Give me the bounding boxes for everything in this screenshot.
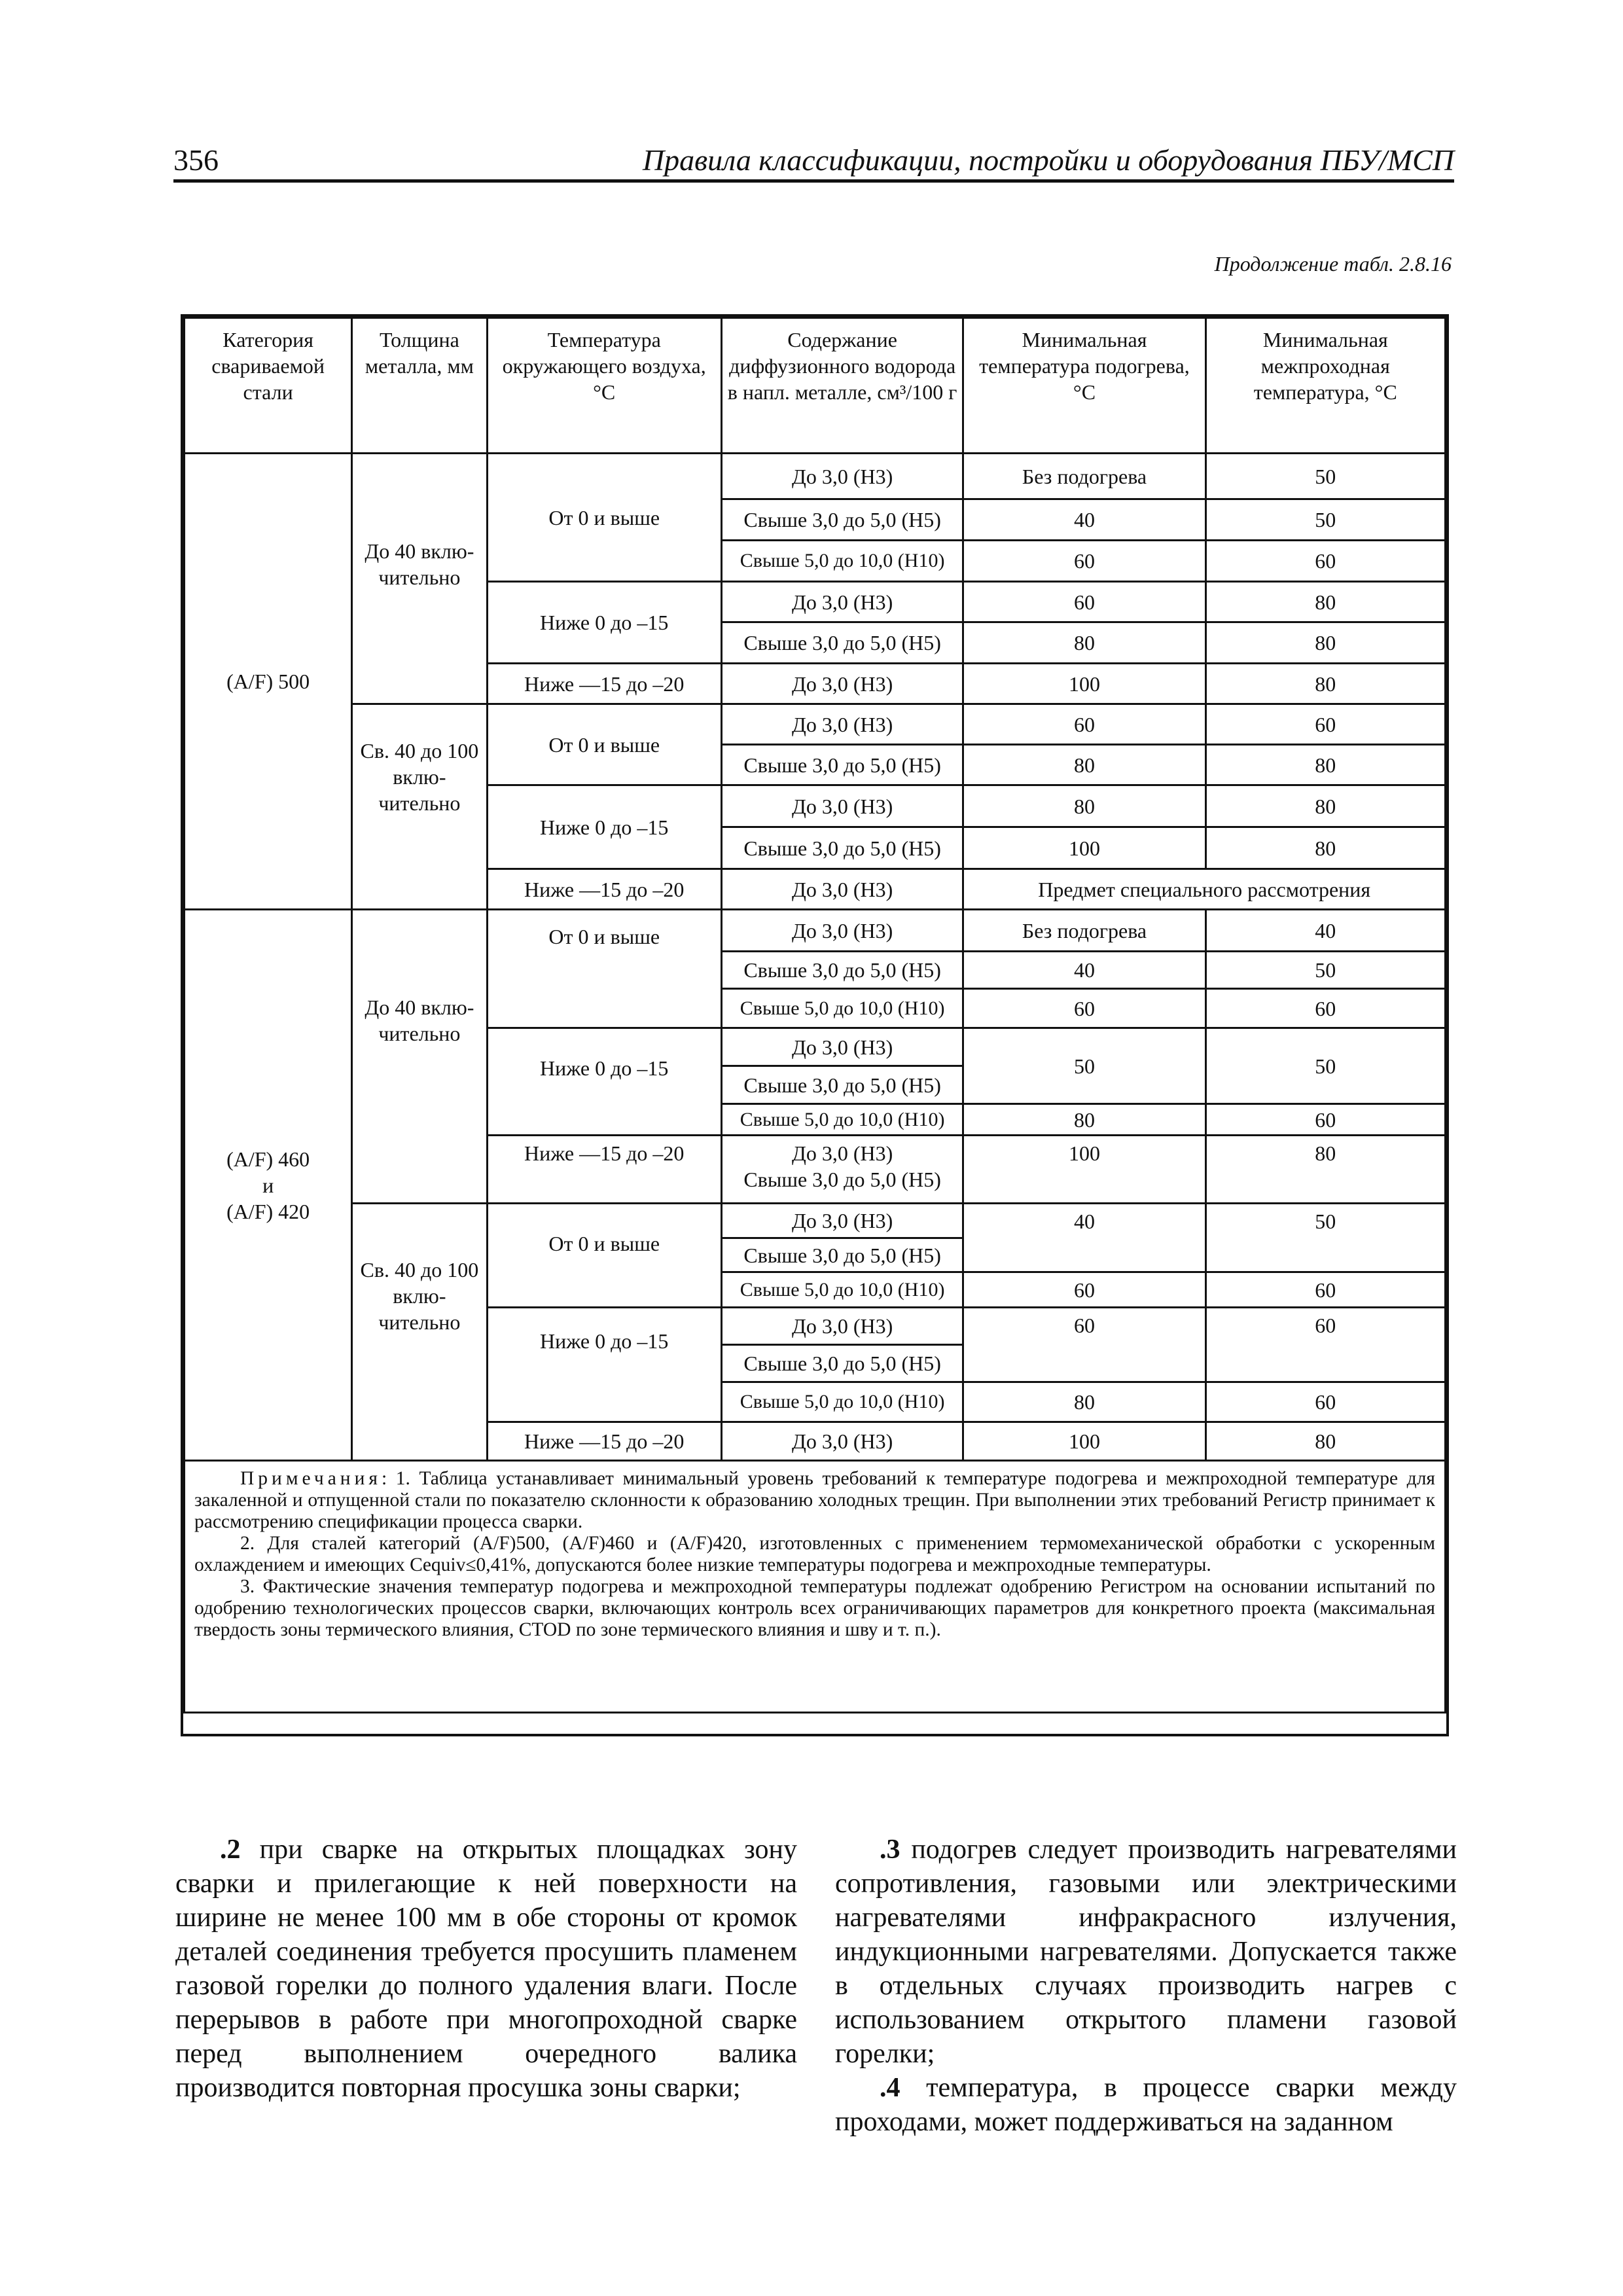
interpass-cell: 80 xyxy=(1205,664,1445,704)
thickness-cell: Св. 40 до 100 вклю-чительно xyxy=(352,704,487,910)
hydrogen-cell: До 3,0 (Н3) xyxy=(721,1204,963,1238)
preheat-cell: 40 xyxy=(963,1204,1205,1272)
preheat-cell: 80 xyxy=(963,785,1205,827)
interpass-cell: 80 xyxy=(1205,1136,1445,1204)
hydrogen-cell: До 3,0 (Н3) xyxy=(721,785,963,827)
preheat-cell: Без подогрева xyxy=(963,454,1205,499)
preheat-cell: 50 xyxy=(963,1028,1205,1104)
paragraph-4-text: температура, в процессе сварки между проходами, может поддерживаться на заданном xyxy=(835,2073,1457,2137)
interpass-cell: 40 xyxy=(1205,910,1445,952)
table-row xyxy=(185,454,1446,499)
paragraph-2 xyxy=(175,1833,797,2105)
interpass-cell: 80 xyxy=(1205,827,1445,869)
page-header xyxy=(173,143,1454,183)
table-notes xyxy=(185,1461,1446,1713)
body-column-right xyxy=(835,1833,1457,2139)
preheat-cell: 40 xyxy=(963,952,1205,989)
ambient-temp-cell: Ниже —15 до –20 xyxy=(487,1136,721,1204)
preheat-table xyxy=(181,314,1449,1736)
paragraph-3-text: подогрев следует производить нагревателями сопротивления, газовыми или электрическими нагревателями инфракрасного излучения, индукционными нагревателями. Допускается также в отдельных случаях производить нагрев с использованием открытого пламени газовой горелки; xyxy=(835,1835,1457,2069)
hydrogen-cell: Свыше 3,0 до 5,0 (Н5) xyxy=(721,827,963,869)
ambient-temp-cell: Ниже 0 до –15 xyxy=(487,785,721,869)
ambient-temp-cell: От 0 и выше xyxy=(487,910,721,1028)
category-420: (A/F) 420 xyxy=(226,1199,310,1223)
ambient-temp-cell: От 0 и выше xyxy=(487,1204,721,1308)
hydrogen-cell: До 3,0 (Н3) xyxy=(721,910,963,952)
hydrogen-cell: Свыше 3,0 до 5,0 (Н5) xyxy=(721,1066,963,1104)
category-460: (A/F) 460 xyxy=(226,1147,310,1171)
category-and: и xyxy=(262,1173,274,1197)
preheat-cell: 60 xyxy=(963,989,1205,1028)
hydrogen-cell: Свыше 5,0 до 10,0 (Н10) xyxy=(721,1104,963,1136)
thickness-cell: До 40 вклю-чительно xyxy=(352,910,487,1204)
hydrogen-cell: До 3,0 (Н3) xyxy=(721,454,963,499)
preheat-cell: 40 xyxy=(963,499,1205,541)
ambient-temp-cell: От 0 и выше xyxy=(487,454,721,582)
column-header: Содержание диффузионного водорода в напл. металле, см³/100 г xyxy=(721,318,963,454)
preheat-cell: 80 xyxy=(963,1104,1205,1136)
hydrogen-cell: Свыше 3,0 до 5,0 (Н5) xyxy=(721,622,963,664)
note-1 xyxy=(194,1468,1435,1533)
interpass-cell: 60 xyxy=(1205,1104,1445,1136)
interpass-cell: 50 xyxy=(1205,1028,1445,1104)
hydrogen-cell xyxy=(721,1136,963,1204)
hydrogen-cell: Свыше 5,0 до 10,0 (Н10) xyxy=(721,1382,963,1422)
preheat-cell: 60 xyxy=(963,541,1205,582)
preheat-cell: 100 xyxy=(963,827,1205,869)
ambient-temp-cell: От 0 и выше xyxy=(487,704,721,785)
hydrogen-cell: До 3,0 (Н3) xyxy=(721,664,963,704)
body-column-left xyxy=(175,1833,797,2105)
ambient-temp-cell: Ниже —15 до –20 xyxy=(487,869,721,910)
interpass-cell: 80 xyxy=(1205,745,1445,785)
paragraph-2-number: .2 xyxy=(220,1835,241,1865)
note-1-text: : 1. Таблица устанавливает минимальный уровень требований к температуре подогрева и межпроходной температуре для закаленной и отпущенной стали по показателю склонности к образованию холодных трещин. При выполнении этих требований Регистр принимает к рассмотрению спецификации процесса сварки. xyxy=(194,1468,1435,1532)
interpass-cell: 50 xyxy=(1205,454,1445,499)
paragraph-2-text: при сварке на открытых площадках зону сварки и прилегающие к ней поверхности на ширине не менее 100 мм в обе стороны от кромок деталей соединения требуется просушить пламенем газовой горелки до полного удаления влаги. После перерывов в работе при многопроходной сварке перед выполнением очередного валика производится повторная просушка зоны сварки; xyxy=(175,1835,797,2103)
hydrogen-cell: Свыше 3,0 до 5,0 (Н5) xyxy=(721,499,963,541)
table-row xyxy=(185,704,1446,745)
column-header: Минимальная температура подогрева, °С xyxy=(963,318,1205,454)
hydrogen-value: До 3,0 (Н3) xyxy=(791,1141,893,1165)
hydrogen-cell: До 3,0 (Н3) xyxy=(721,582,963,622)
running-title: Правила классификации, постройки и оборудования ПБУ/МСП xyxy=(642,143,1454,177)
hydrogen-cell: Свыше 5,0 до 10,0 (Н10) xyxy=(721,1272,963,1308)
paragraph-3-number: .3 xyxy=(880,1835,901,1865)
paragraph-4 xyxy=(835,2071,1457,2139)
hydrogen-cell: Свыше 3,0 до 5,0 (Н5) xyxy=(721,952,963,989)
interpass-cell: 60 xyxy=(1205,1272,1445,1308)
interpass-cell: 80 xyxy=(1205,582,1445,622)
preheat-cell: Без подогрева xyxy=(963,910,1205,952)
hydrogen-cell: Свыше 5,0 до 10,0 (Н10) xyxy=(721,989,963,1028)
column-header: Минимальная межпроходная температура, °С xyxy=(1205,318,1445,454)
interpass-cell: 50 xyxy=(1205,1204,1445,1272)
table-row xyxy=(185,1204,1446,1238)
interpass-cell: 50 xyxy=(1205,952,1445,989)
ambient-temp-cell: Ниже —15 до –20 xyxy=(487,664,721,704)
column-header: Толщина металла, мм xyxy=(352,318,487,454)
ambient-temp-cell: Ниже 0 до –15 xyxy=(487,582,721,664)
hydrogen-cell: Свыше 3,0 до 5,0 (Н5) xyxy=(721,1238,963,1272)
note-3: 3. Фактические значения температур подогрева и межпроходной температуры подлежат одобрению Регистром на основании испытаний по одобрению технологических процессов сварки, включающих контроль всех ограничивающих параметров для конкретного проекта (максимальная твердость зоны термического влияния, CTOD по зоне термического влияния и шву и т. п.). xyxy=(194,1576,1435,1640)
thickness-cell: До 40 вклю-чительно xyxy=(352,454,487,704)
preheat-cell: 60 xyxy=(963,582,1205,622)
hydrogen-cell: До 3,0 (Н3) xyxy=(721,1028,963,1066)
preheat-cell: 80 xyxy=(963,1382,1205,1422)
preheat-cell: 60 xyxy=(963,1308,1205,1382)
interpass-cell: 80 xyxy=(1205,785,1445,827)
interpass-cell: 50 xyxy=(1205,499,1445,541)
column-header: Температура окружающего воздуха, °С xyxy=(487,318,721,454)
interpass-cell: 80 xyxy=(1205,622,1445,664)
preheat-cell: 100 xyxy=(963,1422,1205,1461)
ambient-temp-cell: Ниже 0 до –15 xyxy=(487,1308,721,1422)
interpass-cell: 60 xyxy=(1205,1382,1445,1422)
hydrogen-cell: Свыше 5,0 до 10,0 (Н10) xyxy=(721,541,963,582)
page-number: 356 xyxy=(173,143,219,177)
ambient-temp-cell: Ниже 0 до –15 xyxy=(487,1028,721,1136)
interpass-cell: 60 xyxy=(1205,541,1445,582)
table-continuation-label: Продолжение табл. 2.8.16 xyxy=(1214,252,1452,276)
thickness-cell: Св. 40 до 100 вклю-чительно xyxy=(352,1204,487,1461)
preheat-cell: 80 xyxy=(963,622,1205,664)
hydrogen-value: Свыше 3,0 до 5,0 (Н5) xyxy=(743,1168,941,1191)
steel-category-cell: (A/F) 500 xyxy=(185,454,352,910)
hydrogen-cell: До 3,0 (Н3) xyxy=(721,1422,963,1461)
preheat-cell: 80 xyxy=(963,745,1205,785)
paragraph-3 xyxy=(835,1833,1457,2071)
column-header: Категория свариваемой стали xyxy=(185,318,352,454)
interpass-cell: 60 xyxy=(1205,989,1445,1028)
special-consideration-cell: Предмет специального рассмотрения xyxy=(963,869,1446,910)
ambient-temp-cell: Ниже —15 до –20 xyxy=(487,1422,721,1461)
table-notes-row xyxy=(185,1461,1446,1713)
notes-label: Примечания xyxy=(240,1468,382,1489)
hydrogen-cell: До 3,0 (Н3) xyxy=(721,1308,963,1345)
preheat-cell: 100 xyxy=(963,664,1205,704)
preheat-table-grid xyxy=(183,317,1446,1713)
interpass-cell: 80 xyxy=(1205,1422,1445,1461)
hydrogen-cell: До 3,0 (Н3) xyxy=(721,704,963,745)
table-row xyxy=(185,910,1446,952)
preheat-cell: 100 xyxy=(963,1136,1205,1204)
hydrogen-cell: До 3,0 (Н3) xyxy=(721,869,963,910)
paragraph-4-number: .4 xyxy=(880,2073,901,2103)
table-header-row xyxy=(185,318,1446,454)
steel-category-cell xyxy=(185,910,352,1461)
interpass-cell: 60 xyxy=(1205,704,1445,745)
hydrogen-cell: Свыше 3,0 до 5,0 (Н5) xyxy=(721,1345,963,1382)
preheat-cell: 60 xyxy=(963,704,1205,745)
interpass-cell: 60 xyxy=(1205,1308,1445,1382)
hydrogen-cell: Свыше 3,0 до 5,0 (Н5) xyxy=(721,745,963,785)
note-2: 2. Для сталей категорий (A/F)500, (A/F)460 и (A/F)420, изготовленных с применением термомеханической обработки с ускоренным охлаждением и имеющих Cequiv≤0,41%, допускаются более низкие температуры подогрева и межпроходные температуры. xyxy=(194,1533,1435,1575)
preheat-cell: 60 xyxy=(963,1272,1205,1308)
notes-block xyxy=(194,1468,1435,1641)
